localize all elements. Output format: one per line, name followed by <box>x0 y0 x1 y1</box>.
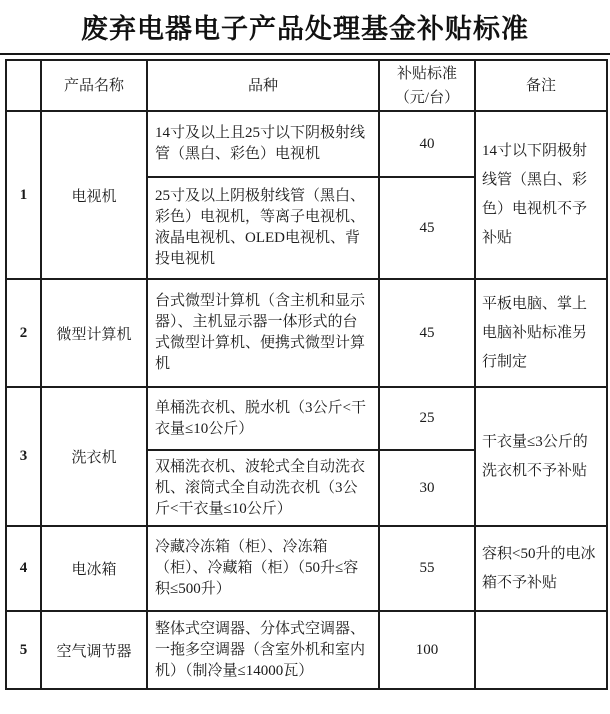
species-cell: 台式微型计算机（含主机和显示器）、主机显示器一体形式的台式微型计算机、便携式微型计算机 <box>147 279 379 387</box>
table-row-tv <box>6 111 607 177</box>
row-number-cell: 2 <box>6 279 41 387</box>
species-cell: 单桶洗衣机、脱水机（3公斤<干衣量≤10公斤） <box>147 387 379 450</box>
note-cell: 平板电脑、掌上电脑补贴标准另行制定 <box>475 279 607 387</box>
subsidy-cell: 45 <box>379 279 475 387</box>
subsidy-cell: 40 <box>379 111 475 177</box>
header-subsidy-line1: 补贴标准 <box>396 65 457 82</box>
subsidy-cell: 45 <box>379 177 475 279</box>
subsidy-table <box>5 59 608 690</box>
product-name-cell: 电视机 <box>41 111 147 279</box>
table-row-aircon <box>6 611 607 689</box>
note-cell: 干衣量≤3公斤的洗衣机不予补贴 <box>475 387 607 526</box>
row-number-cell: 1 <box>6 111 41 279</box>
note-cell: 14寸以下阴极射线管（黑白、彩色）电视机不予补贴 <box>475 111 607 279</box>
header-note: 备注 <box>475 60 607 111</box>
header-corner-cell <box>6 60 41 111</box>
table-row-washer <box>6 387 607 450</box>
product-name-cell: 洗衣机 <box>41 387 147 526</box>
product-name-cell: 电冰箱 <box>41 526 147 611</box>
row-number-cell: 5 <box>6 611 41 689</box>
species-cell: 双桶洗衣机、波轮式全自动洗衣机、滚筒式全自动洗衣机（3公斤<干衣量≤10公斤） <box>147 450 379 526</box>
page-title: 废弃电器电子产品处理基金补贴标准 <box>81 14 529 44</box>
header-subsidy <box>379 60 475 111</box>
species-cell: 14寸及以上且25寸以下阴极射线管（黑白、彩色）电视机 <box>147 111 379 177</box>
title-divider <box>0 53 610 55</box>
row-number-cell: 4 <box>6 526 41 611</box>
table-row-fridge <box>6 526 607 611</box>
header-row <box>6 60 607 111</box>
product-name-cell: 微型计算机 <box>41 279 147 387</box>
subsidy-cell: 55 <box>379 526 475 611</box>
species-cell: 25寸及以上阴极射线管（黑白、彩色）电视机，等离子电视机、液晶电视机、OLED电视机、背投电视机 <box>147 177 379 279</box>
header-species: 品种 <box>147 60 379 111</box>
subsidy-cell: 25 <box>379 387 475 450</box>
row-number-cell: 3 <box>6 387 41 526</box>
note-cell: 容积<50升的电冰箱不予补贴 <box>475 526 607 611</box>
species-cell: 整体式空调器、分体式空调器、一拖多空调器（含室外机和室内机）（制冷量≤14000瓦） <box>147 611 379 689</box>
product-name-cell: 空气调节器 <box>41 611 147 689</box>
note-cell <box>475 611 607 689</box>
subsidy-cell: 30 <box>379 450 475 526</box>
species-cell: 冷藏冷冻箱（柜）、冷冻箱（柜）、冷藏箱（柜）（50升≤容积≤500升） <box>147 526 379 611</box>
subsidy-cell: 100 <box>379 611 475 689</box>
header-product-name: 产品名称 <box>41 60 147 111</box>
table-row-computer <box>6 279 607 387</box>
header-subsidy-line2: （元/台） <box>394 89 460 106</box>
